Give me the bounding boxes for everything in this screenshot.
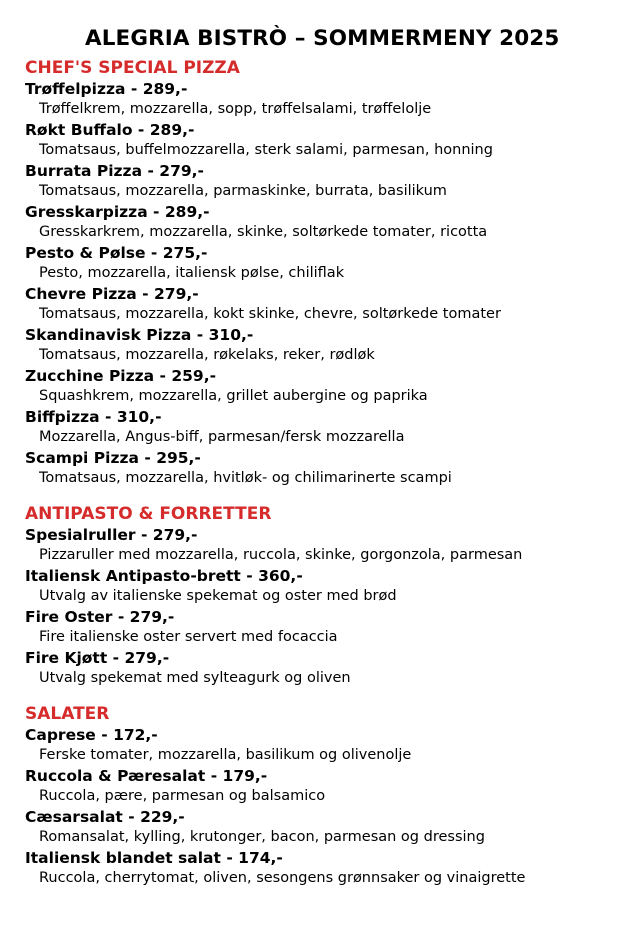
menu-item-description: Squashkrem, mozzarella, grillet aubergine og paprika [39, 388, 428, 404]
menu-item-description: Utvalg av italienske spekemat og oster med brød [39, 588, 397, 604]
menu-item-heading [25, 407, 630, 427]
price-separator: - [125, 80, 143, 98]
menu-item-heading [25, 725, 630, 745]
price-separator: - [107, 649, 125, 667]
menu-item-price: 360,- [258, 567, 303, 585]
price-separator: - [112, 608, 130, 626]
menu-item-price: 174,- [238, 849, 283, 867]
menu-section [25, 503, 630, 689]
section-heading: SALATER [25, 704, 110, 724]
menu-item-heading [25, 79, 630, 99]
price-separator: - [220, 849, 239, 867]
menu-item-heading [25, 161, 630, 181]
menu-item [25, 407, 630, 448]
menu-item-heading [25, 325, 630, 345]
menu-item-heading [25, 807, 630, 827]
menu-item-heading [25, 284, 630, 304]
menu-item-price: 310,- [116, 408, 162, 426]
menu-item [25, 366, 630, 407]
menu-item-description: Tomatsaus, mozzarella, røkelaks, reker, rødløk [39, 347, 375, 363]
menu-item-price: 179,- [222, 767, 268, 785]
section-heading: ANTIPASTO & FORRETTER [25, 504, 272, 524]
menu-item-description: Fire italienske oster servert med focaccia [39, 629, 338, 645]
menu-item [25, 607, 630, 648]
menu-item [25, 120, 630, 161]
menu-item-description: Pizzaruller med mozzarella, ruccola, skinke, gorgonzola, parmesan [39, 547, 523, 563]
menu-item [25, 284, 630, 325]
price-separator: - [147, 203, 165, 221]
section-heading: CHEF'S SPECIAL PIZZA [25, 58, 240, 78]
menu-item-description: Pesto, mozzarella, italiensk pølse, chiliflak [39, 265, 345, 281]
menu-item-name: Trøffelpizza [25, 80, 126, 98]
price-separator: - [142, 162, 160, 180]
menu-item-description: Romansalat, kylling, krutonger, bacon, parmesan og dressing [39, 829, 485, 845]
menu-item [25, 202, 630, 243]
menu-item-price: 279,- [159, 162, 204, 180]
menu-item [25, 807, 630, 848]
menu-item-price: 289,- [149, 121, 195, 139]
menu-item-name: Biffpizza [25, 408, 100, 426]
menu-item-price: 275,- [162, 244, 208, 262]
menu-item-name: Skandinavisk Pizza [25, 326, 192, 344]
menu-item-name: Røkt Buffalo [25, 121, 133, 139]
menu-item [25, 648, 630, 689]
menu-item-heading [25, 525, 630, 545]
menu-item-description: Ferske tomater, mozzarella, basilikum og olivenolje [39, 747, 412, 763]
menu-item-description: Tomatsaus, mozzarella, kokt skinke, chevre, soltørkede tomater [39, 306, 501, 322]
menu-item-heading [25, 848, 630, 868]
menu-item-heading [25, 202, 630, 222]
menu-item-price: 289,- [142, 80, 188, 98]
menu-item-description: Ruccola, pære, parmesan og balsamico [39, 788, 326, 804]
price-separator: - [99, 408, 117, 426]
menu-item-price: 279,- [154, 285, 199, 303]
menu-item-price: 172,- [113, 726, 158, 744]
menu-item [25, 79, 630, 120]
menu-item-price: 289,- [164, 203, 210, 221]
menu-item-price: 279,- [129, 608, 175, 626]
price-separator: - [136, 285, 154, 303]
menu-item [25, 161, 630, 202]
menu-item-price: 279,- [152, 526, 198, 544]
menu-item-name: Fire Kjøtt [25, 649, 108, 667]
menu-item-heading [25, 243, 630, 263]
menu-item-name: Gresskarpizza [25, 203, 148, 221]
menu-item-name: Fire Oster [25, 608, 113, 626]
price-separator: - [154, 367, 172, 385]
menu-item-heading [25, 607, 630, 627]
menu-item-description: Ruccola, cherrytomat, oliven, sesongens grønnsaker og vinaigrette [39, 870, 526, 886]
menu-item-name: Caprese [25, 726, 96, 744]
menu-item [25, 325, 630, 366]
menu-item-description: Gresskarkrem, mozzarella, skinke, soltørkede tomater, ricotta [39, 224, 488, 240]
menu-title: ALEGRIA BISTRÒ – SOMMERMENY 2025 [85, 26, 560, 51]
menu-section [25, 57, 630, 489]
menu-item-name: Scampi Pizza [25, 449, 139, 467]
price-separator: - [135, 526, 153, 544]
menu-item-price: 279,- [124, 649, 170, 667]
menu-section [25, 703, 630, 889]
price-separator: - [138, 449, 157, 467]
menu-item-name: Ruccola & Pæresalat [25, 767, 206, 785]
menu-item [25, 766, 630, 807]
menu-item-name: Spesialruller [25, 526, 136, 544]
menu-item [25, 566, 630, 607]
price-separator: - [95, 726, 114, 744]
menu-item-description: Mozzarella, Angus-biff, parmesan/fersk mozzarella [39, 429, 405, 445]
menu-item-price: 310,- [208, 326, 254, 344]
menu-item-heading [25, 366, 630, 386]
menu-item-description: Tomatsaus, buffelmozzarella, sterk salami, parmesan, honning [39, 142, 493, 158]
menu-item-name: Italiensk blandet salat [25, 849, 221, 867]
menu-item-name: Burrata Pizza [25, 162, 143, 180]
price-separator: - [191, 326, 209, 344]
menu-item-heading [25, 120, 630, 140]
menu-item-description: Tomatsaus, mozzarella, parmaskinke, burrata, basilikum [39, 183, 447, 199]
menu-item [25, 525, 630, 566]
price-separator: - [132, 121, 150, 139]
menu-item-name: Italiensk Antipasto-brett [25, 567, 241, 585]
menu-item-heading [25, 448, 630, 468]
menu-item [25, 725, 630, 766]
menu-item-description: Trøffelkrem, mozzarella, sopp, trøffelsalami, trøffelolje [39, 101, 432, 117]
menu-item-price: 229,- [140, 808, 185, 826]
menu-item-name: Pesto & Pølse [25, 244, 146, 262]
menu-item-description: Utvalg spekemat med sylteagurk og oliven [39, 670, 351, 686]
price-separator: - [122, 808, 141, 826]
menu-item-name: Chevre Pizza [25, 285, 137, 303]
menu-item-name: Cæsarsalat [25, 808, 123, 826]
menu-body [25, 57, 630, 889]
menu-item-heading [25, 766, 630, 786]
price-separator: - [145, 244, 163, 262]
menu-item [25, 448, 630, 489]
menu-item-price: 295,- [156, 449, 201, 467]
menu-item [25, 243, 630, 284]
price-separator: - [240, 567, 259, 585]
menu-item-price: 259,- [171, 367, 217, 385]
menu-item [25, 848, 630, 889]
menu-item-heading [25, 648, 630, 668]
price-separator: - [205, 767, 223, 785]
menu-item-name: Zucchine Pizza [25, 367, 155, 385]
menu-item-heading [25, 566, 630, 586]
menu-item-description: Tomatsaus, mozzarella, hvitløk- og chilimarinerte scampi [39, 470, 452, 486]
